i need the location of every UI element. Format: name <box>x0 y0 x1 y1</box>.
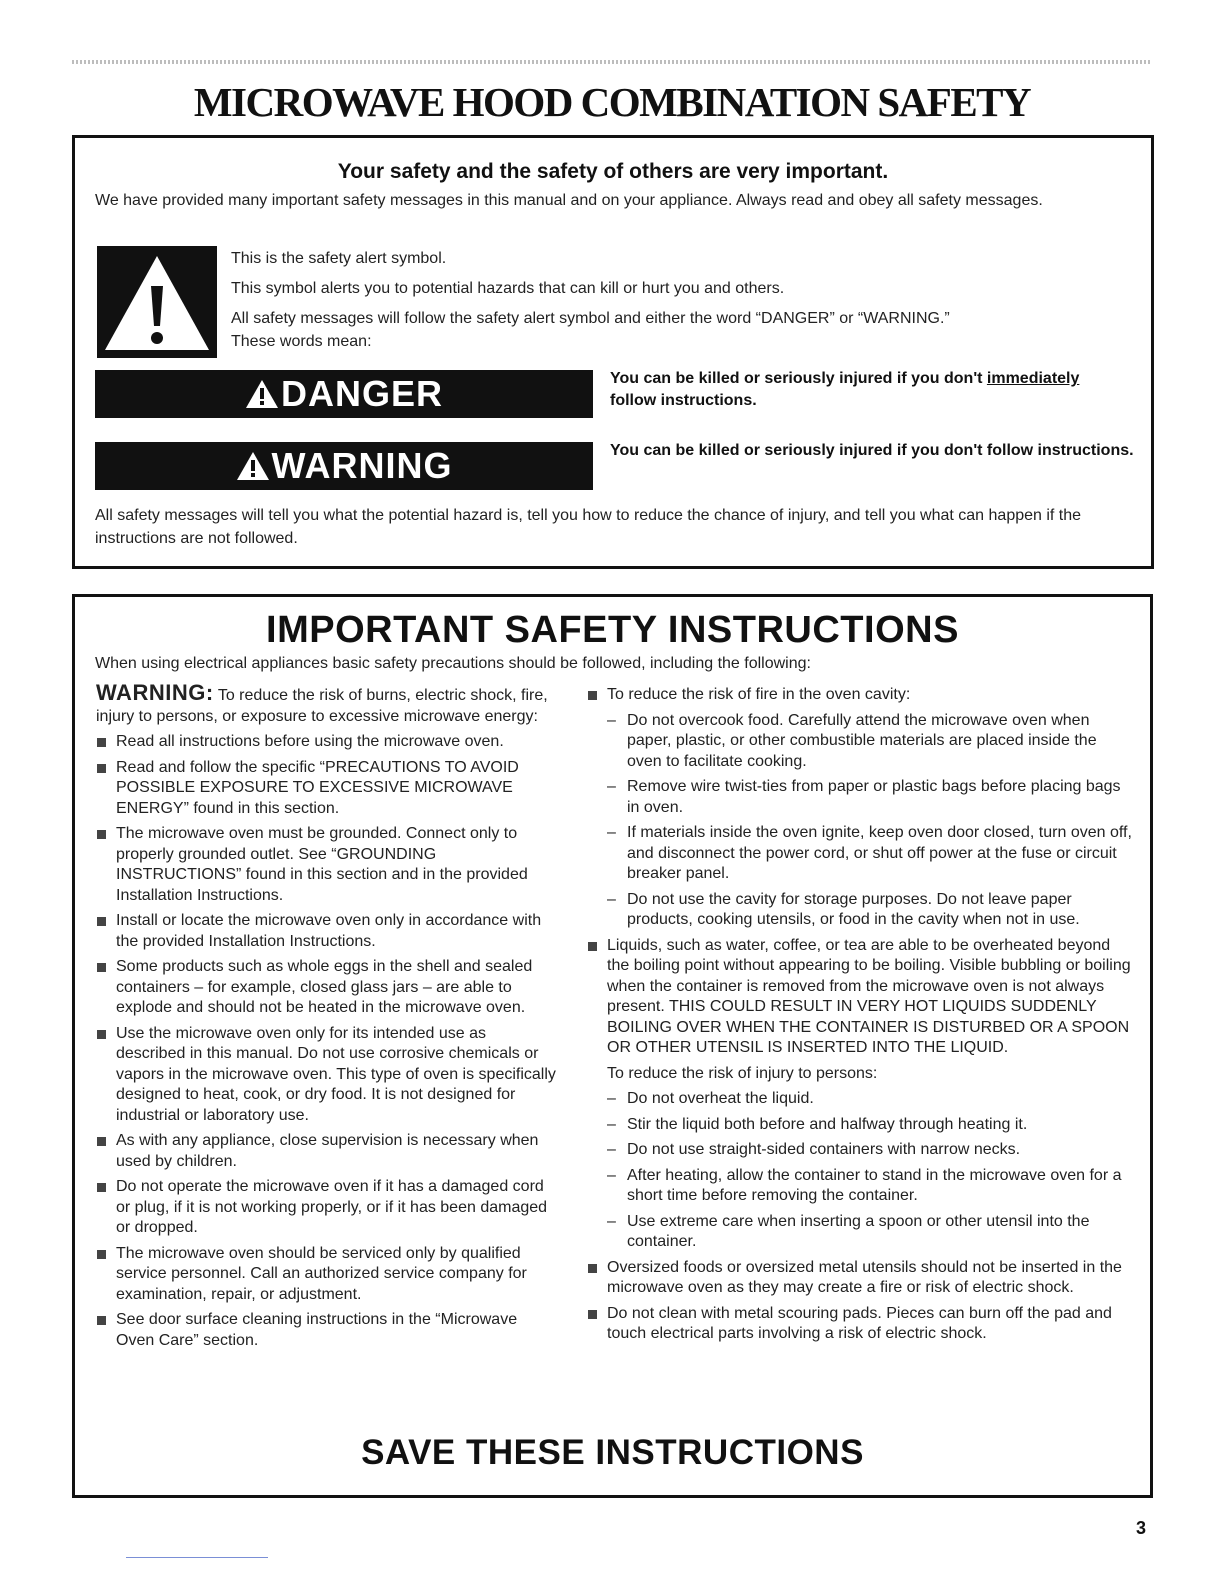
bullet-icon <box>588 942 597 951</box>
warning-intro <box>96 680 558 727</box>
sub-item: – If materials inside the oven ignite, keep oven door closed, turn oven off, and disconnect the power cord, or shut off power at the fuse or circuit breaker panel. <box>607 824 1132 882</box>
save-instructions-footer: SAVE THESE INSTRUCTIONS <box>361 1433 864 1472</box>
page-title: MICROWAVE HOOD COMBINATION SAFETY <box>193 79 1031 125</box>
bullet-icon <box>97 1030 106 1039</box>
bullet-icon <box>588 1264 597 1273</box>
danger-text-a: You can be killed or seriously injured if you don't <box>610 370 987 387</box>
bullet-icon <box>97 917 106 926</box>
alert-line: All safety messages will follow the safety alert symbol and either the word “DANGER” or “WARNING.” <box>231 310 950 327</box>
danger-alert-icon <box>245 379 279 409</box>
sub-item: – Remove wire twist-ties from paper or plastic bags before placing bags in oven. <box>607 778 1121 816</box>
sub-item: – Do not overcook food. Carefully attend the microwave oven when paper, plastic, or other combustible materials are placed inside the oven to facilitate cooking. <box>607 711 1097 770</box>
danger-text-b: follow instructions. <box>610 392 757 409</box>
bullet-icon <box>97 1137 106 1146</box>
danger-label: DANGER <box>280 373 443 414</box>
list-item: Some products such as whole eggs in the shell and sealed containers – for example, closed glass jars – are able to explode and should not be heated in the microwave oven. <box>96 957 558 1019</box>
bullet-icon <box>588 691 597 700</box>
paragraph: To reduce the risk of injury to persons: <box>607 1064 878 1082</box>
bullet-icon <box>588 1310 597 1319</box>
alert-line: These words mean: <box>231 333 372 350</box>
instructions-right-column <box>587 683 1135 1345</box>
list-item: Do not clean with metal scouring pads. Pieces can burn off the pad and touch electrical parts involving a risk of electric shock. <box>587 1304 1135 1345</box>
safety-outro: All safety messages will tell you what the potential hazard is, tell you how to reduce the chance of injury, and tell you what can happen if the instructions are not followed. <box>95 507 1082 547</box>
bullet-icon <box>97 738 106 747</box>
bottom-rule <box>126 1557 268 1558</box>
list-item: Use the microwave oven only for its intended use as described in this manual. Do not use corrosive chemicals or vapors in the microwave oven. This type of oven is specifically designed to heat, cook, or dry food. It is not designed for industrial or laboratory use. <box>96 1024 558 1127</box>
safety-intro: We have provided many important safety messages in this manual and on your appliance. Always read and obey all safety messages. <box>95 192 1043 209</box>
sub-item: – After heating, allow the container to stand in the microwave oven for a short time before removing the container. <box>607 1166 1122 1204</box>
warning-intro-text: To reduce the risk of burns, electric shock, fire, injury to persons, or exposure to excessive microwave energy: <box>96 687 548 725</box>
instructions-subtitle: When using electrical appliances basic safety precautions should be followed, including the following: <box>95 655 811 672</box>
sub-item: – Use extreme care when inserting a spoon or other utensil into the container. <box>607 1212 1090 1250</box>
safety-alert-icon <box>97 246 217 358</box>
safety-message-box <box>72 135 1154 569</box>
warning-label: WARNING <box>271 445 453 486</box>
danger-signal-bar <box>95 370 593 418</box>
bullet-icon <box>97 1316 106 1325</box>
list-item: Read and follow the specific “PRECAUTIONS TO AVOID POSSIBLE EXPOSURE TO EXCESSIVE MICROWAVE ENERGY” found in this section. <box>96 758 558 820</box>
safety-heading: Your safety and the safety of others are very important. <box>337 160 889 183</box>
danger-text-emphasis: immediately <box>986 370 1080 387</box>
top-dotted-rule <box>72 60 1152 64</box>
warning-description: You can be killed or seriously injured if you don't follow instructions. <box>610 442 1134 459</box>
list-item: To reduce the risk of fire in the oven cavity: <box>587 685 1135 706</box>
page-number: 3 <box>1136 1518 1147 1538</box>
sub-item: – Do not use straight-sided containers with narrow necks. <box>607 1141 1021 1158</box>
bullet-icon <box>97 1183 106 1192</box>
sub-item: – Stir the liquid both before and halfway through heating it. <box>607 1115 1028 1133</box>
alert-line: This symbol alerts you to potential hazards that can kill or hurt you and others. <box>231 280 785 297</box>
list-item: Oversized foods or oversized metal utensils should not be inserted in the microwave oven as they may create a fire or risk of electric shock. <box>587 1258 1135 1299</box>
alert-line: This is the safety alert symbol. <box>231 250 447 267</box>
instructions-left-column <box>96 680 558 1351</box>
warning-alert-icon <box>236 451 270 481</box>
sub-item: – Do not overheat the liquid. <box>607 1090 814 1107</box>
warning-signal-bar <box>95 442 593 490</box>
bullet-icon <box>97 1250 106 1259</box>
list-item: Liquids, such as water, coffee, or tea are able to be overheated beyond the boiling point without appearing to be boiling. Visible bubbling or boiling when the container is removed from the microwave oven is not always present. THIS COULD RESULT IN VERY HOT LIQUIDS SUDDENLY BOILING OVER WHEN THE CONTAINER IS DISTURBED OR A SPOON OR OTHER UTENSIL IS INSERTED INTO THE LIQUID. <box>587 936 1135 1059</box>
important-safety-instructions-box <box>72 594 1153 1498</box>
bullet-icon <box>97 830 106 839</box>
bullet-icon <box>97 764 106 773</box>
list-item: The microwave oven must be grounded. Connect only to properly grounded outlet. See “GROUNDING INSTRUCTIONS” found in this section and in the provided Installation Instructions. <box>96 824 558 906</box>
list-item: Install or locate the microwave oven only in accordance with the provided Installation Instructions. <box>96 911 558 952</box>
list-item: Do not operate the microwave oven if it has a damaged cord or plug, if it is not working properly, or if it has been damaged or dropped. <box>96 1177 558 1239</box>
list-item: As with any appliance, close supervision is necessary when used by children. <box>96 1131 558 1172</box>
list-item: See door surface cleaning instructions in the “Microwave Oven Care” section. <box>96 1310 558 1351</box>
list-item: Read all instructions before using the microwave oven. <box>96 732 558 753</box>
list-item: The microwave oven should be serviced only by qualified service personnel. Call an authorized service company for examination, repair, or adjustment. <box>96 1244 558 1306</box>
sub-item: – Do not use the cavity for storage purposes. Do not leave paper products, cooking utensils, or food in the cavity when not in use. <box>607 890 1080 928</box>
instructions-title: IMPORTANT SAFETY INSTRUCTIONS <box>266 609 959 651</box>
warning-lead: WARNING: <box>96 680 214 705</box>
bullet-icon <box>97 963 106 972</box>
danger-description <box>610 368 1150 412</box>
